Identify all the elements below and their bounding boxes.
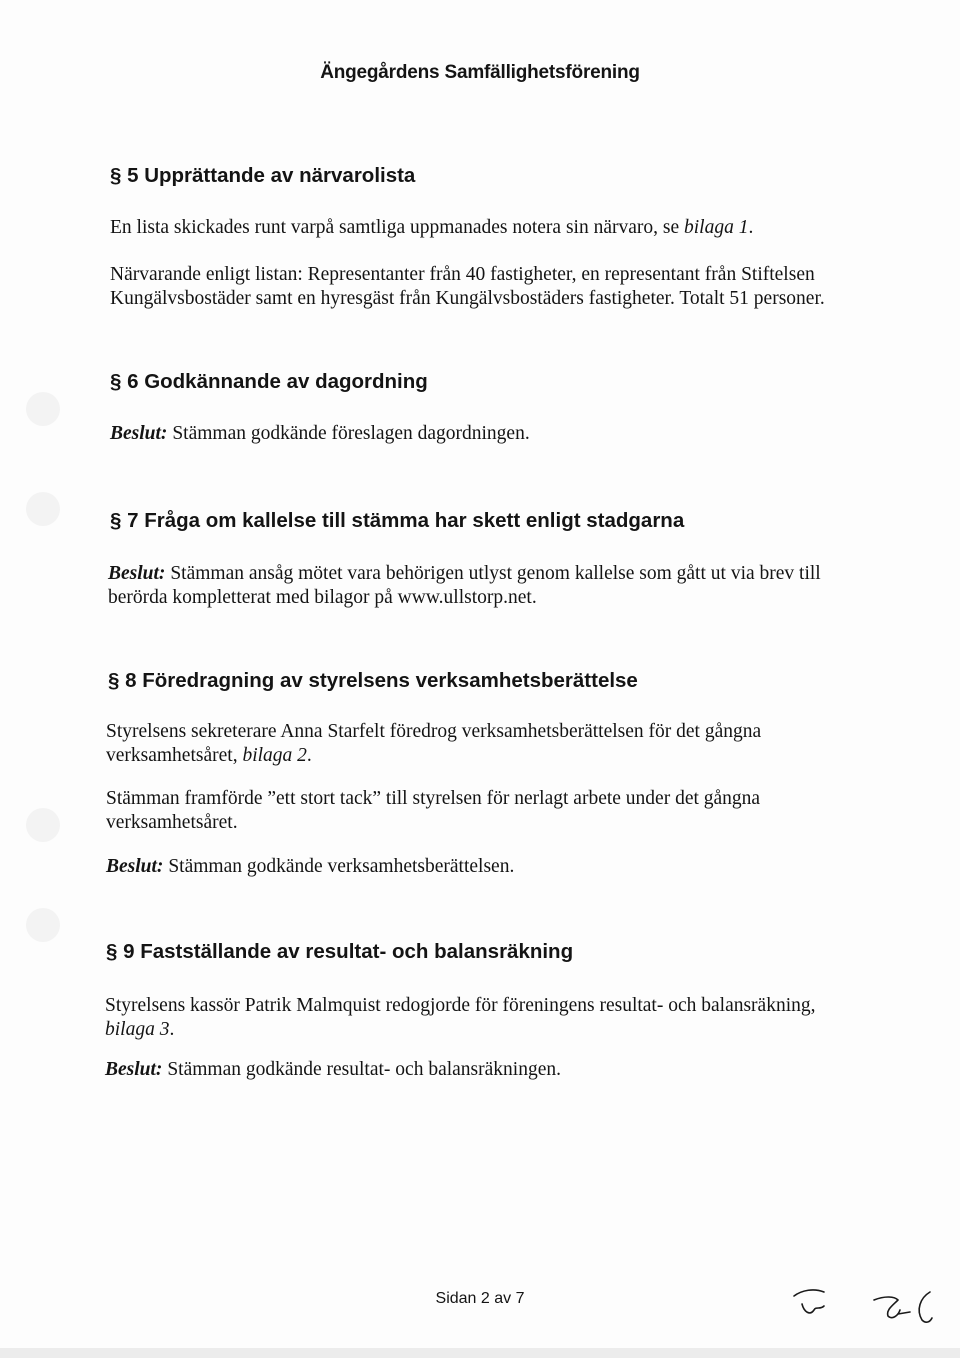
section-8-paragraph-2-line-1: Stämman framförde ”ett stort tack” till styrelsen för nerlagt arbete under det gångna xyxy=(106,788,761,809)
section-7-decision-line-1 xyxy=(108,562,821,586)
section-9-p1-end: . xyxy=(169,1019,175,1040)
section-9-decision-label: Beslut: xyxy=(105,1059,163,1080)
section-5-p1-end: . xyxy=(748,217,754,238)
section-8-p1-end: . xyxy=(306,745,312,766)
section-8-decision xyxy=(106,855,514,879)
section-8-paragraph-2-line-2: verksamhetsåret. xyxy=(106,812,238,833)
punch-hole xyxy=(26,492,60,526)
section-8-paragraph-1-line-2 xyxy=(106,744,312,768)
section-7-heading: § 7 Fråga om kallelse till stämma har skett enligt stadgarna xyxy=(110,509,685,532)
punch-hole xyxy=(26,908,60,942)
section-7-decision-label: Beslut: xyxy=(108,563,166,584)
section-9-decision-text: Stämman godkände resultat- och balansräkningen. xyxy=(162,1059,561,1080)
section-6-decision xyxy=(110,422,530,446)
section-8-heading: § 8 Föredragning av styrelsens verksamhetsberättelse xyxy=(108,669,638,692)
scan-edge-strip xyxy=(0,1348,960,1358)
section-6-heading: § 6 Godkännande av dagordning xyxy=(110,370,428,393)
section-8-paragraph-1-line-1: Styrelsens sekreterare Anna Starfelt föredrog verksamhetsberättelsen för det gångna xyxy=(106,721,762,742)
section-6-decision-label: Beslut: xyxy=(110,423,168,444)
section-5-p1-text: En lista skickades runt varpå samtliga uppmanades notera sin närvaro, se xyxy=(110,217,684,238)
section-8-p1-line-2-text: verksamhetsåret, xyxy=(106,745,243,766)
section-9-p1-attachment-ref: bilaga 3 xyxy=(105,1019,170,1040)
section-5-p1-attachment-ref: bilaga 1 xyxy=(684,217,749,238)
punch-hole xyxy=(26,392,60,426)
section-8-p1-attachment-ref: bilaga 2 xyxy=(242,745,307,766)
section-9-decision xyxy=(105,1058,561,1082)
section-5-paragraph-1 xyxy=(110,216,753,240)
section-9-heading: § 9 Fastställande av resultat- och balansräkning xyxy=(106,940,574,963)
punch-hole xyxy=(26,808,60,842)
handwritten-initials-signature xyxy=(780,1270,950,1340)
section-6-decision-text: Stämman godkände föreslagen dagordningen. xyxy=(167,423,530,444)
section-5-heading: § 5 Upprättande av närvarolista xyxy=(110,164,416,187)
section-8-decision-label: Beslut: xyxy=(106,856,164,877)
section-8-decision-text: Stämman godkände verksamhetsberättelsen. xyxy=(163,856,515,877)
section-9-paragraph-1-line-2 xyxy=(105,1018,174,1042)
page-number: Sidan 2 av 7 xyxy=(435,1290,525,1307)
document-header-title: Ängegårdens Samfällighetsförening xyxy=(320,62,640,83)
section-5-paragraph-2-line-1: Närvarande enligt listan: Representanter från 40 fastigheter, en representant från Stiftelsen xyxy=(110,264,815,285)
section-7-decision-text: Stämman ansåg mötet vara behörigen utlyst genom kallelse som gått ut via brev till xyxy=(165,563,821,584)
section-5-paragraph-2-line-2: Kungälvsbostäder samt en hyresgäst från Kungälvsbostäders fastigheter. Totalt 51 personer. xyxy=(110,288,825,309)
section-9-paragraph-1-line-1: Styrelsens kassör Patrik Malmquist redogjorde för föreningens resultat- och balansräkning, xyxy=(105,995,816,1016)
section-7-decision-line-2: berörda kompletterat med bilagor på www.ullstorp.net. xyxy=(108,587,537,608)
